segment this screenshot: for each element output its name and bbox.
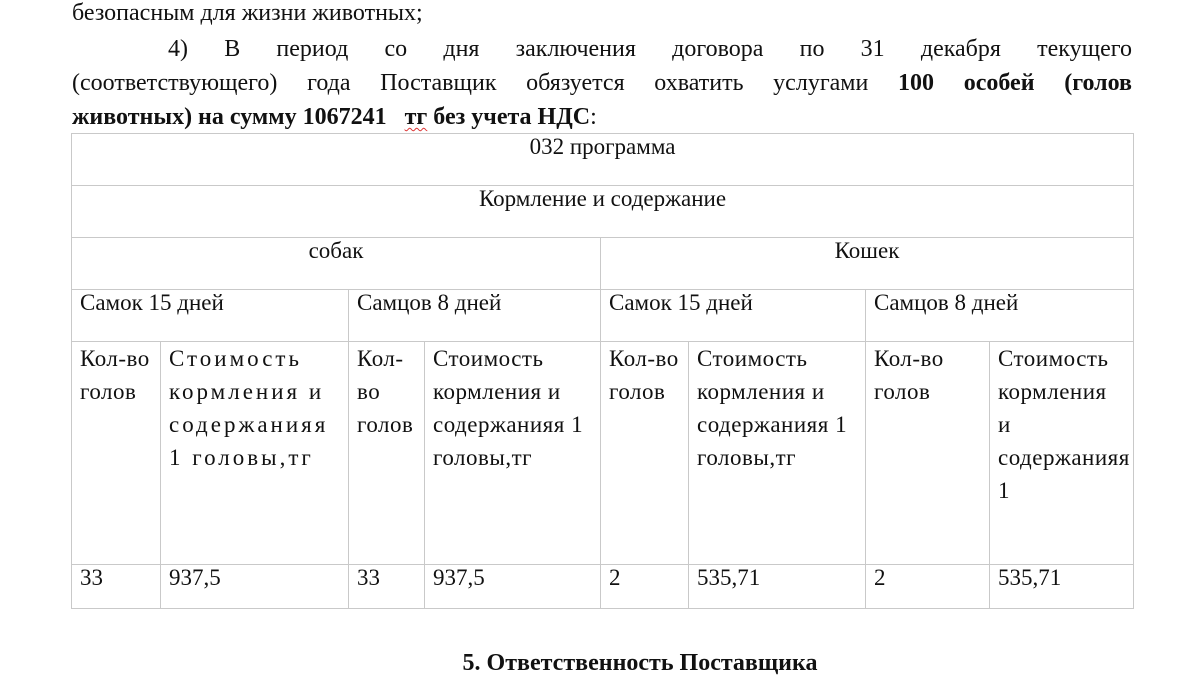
currency-spellcheck-word: тг bbox=[404, 104, 428, 130]
header-cell: Кол-во голов bbox=[866, 342, 990, 565]
header-cell: Кол-во голов bbox=[72, 342, 161, 565]
paragraph-4-line-1: 4) В период со дня заключения договора по 31 декабря текущего bbox=[168, 36, 1132, 62]
paragraph-4-colon: : bbox=[590, 104, 597, 130]
subgroup-cell: Самцов 8 дней bbox=[866, 290, 1134, 342]
paragraph-4-bold-vat: без учета НДС bbox=[433, 104, 591, 130]
value-cell: 33 bbox=[72, 565, 161, 609]
paragraph-4-line-3 bbox=[72, 100, 1132, 134]
header-cell: Стоимость кормления и содержанияя 1 bbox=[990, 342, 1134, 565]
paragraph-4-line-2 bbox=[72, 66, 1132, 100]
value-cell: 937,5 bbox=[161, 565, 349, 609]
header-cell: Кол-во голов bbox=[349, 342, 425, 565]
value-cell: 535,71 bbox=[990, 565, 1134, 609]
value-cell: 937,5 bbox=[425, 565, 601, 609]
value-cell: 2 bbox=[601, 565, 689, 609]
header-cell: Стоимость кормления и содержанияя 1 головы,тг bbox=[161, 342, 349, 565]
value-cell: 535,71 bbox=[689, 565, 866, 609]
paragraph-4-text: (соответствующего) года Поставщик обязуется охватить услугами bbox=[72, 70, 869, 96]
paragraph-4-bold-count: 100 особей (голов bbox=[898, 70, 1133, 96]
group-cats-cell: Кошек bbox=[601, 238, 1134, 290]
header-cell: Кол-во голов bbox=[601, 342, 689, 565]
program-cell: 032 программа bbox=[72, 134, 1134, 186]
subgroup-cell: Самок 15 дней bbox=[601, 290, 866, 342]
paragraph-4-bold-sum: животных) на сумму 1067241 bbox=[72, 104, 387, 130]
group-dogs-cell: собак bbox=[72, 238, 601, 290]
value-cell: 2 bbox=[866, 565, 990, 609]
section-heading: 5. Ответственность Поставщика bbox=[462, 650, 818, 676]
header-cell: Стоимость кормления и содержанияя 1 головы,тг bbox=[425, 342, 601, 565]
subgroup-cell: Самок 15 дней bbox=[72, 290, 349, 342]
services-table bbox=[71, 133, 1134, 609]
header-cell: Стоимость кормления и содержанияя 1 головы,тг bbox=[689, 342, 866, 565]
category-cell: Кормление и содержание bbox=[72, 186, 1134, 238]
preceding-text-line: безопасным для жизни животных; bbox=[72, 0, 423, 26]
subgroup-cell: Самцов 8 дней bbox=[349, 290, 601, 342]
value-cell: 33 bbox=[349, 565, 425, 609]
paragraph-4 bbox=[72, 32, 1132, 134]
